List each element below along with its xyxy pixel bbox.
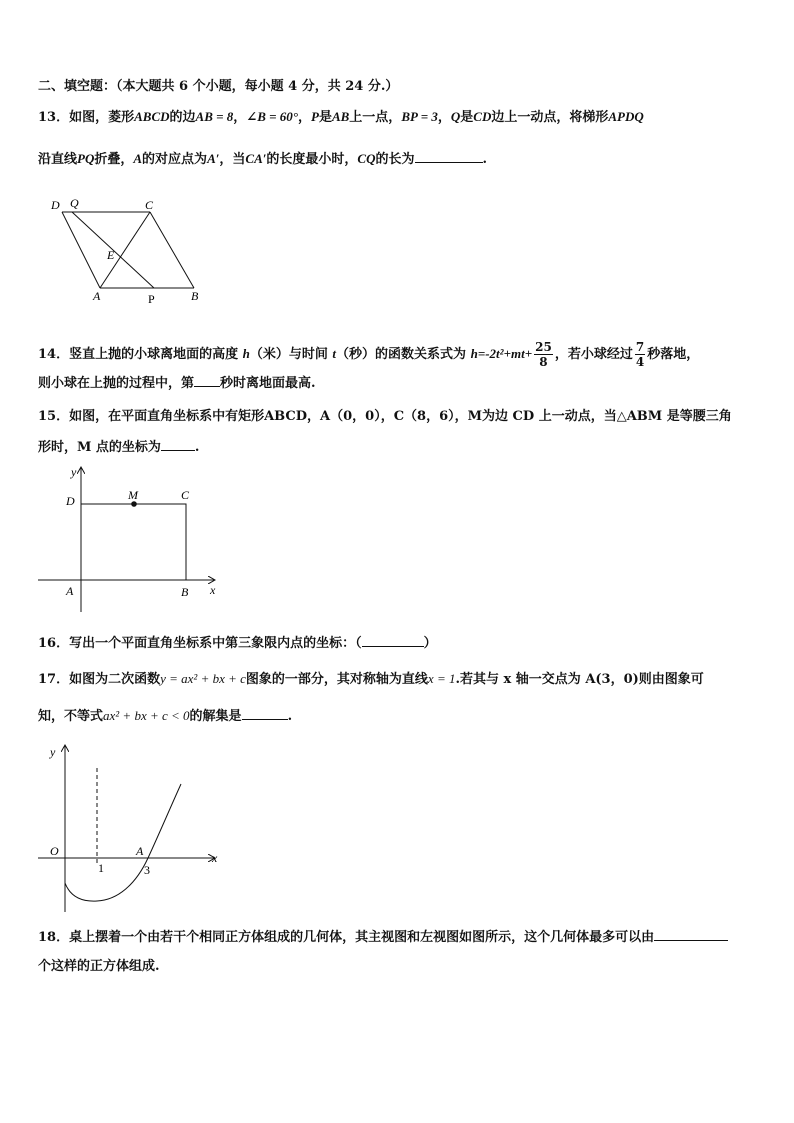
q13-text: . <box>482 152 488 167</box>
q14-text: （米）与时间 <box>249 347 328 362</box>
q13-text: 沿直线 <box>38 152 78 167</box>
q14-text: 秒落地， <box>647 347 700 362</box>
q13-text: ， <box>233 110 247 125</box>
label-a: A <box>66 584 74 598</box>
answer-blank[interactable] <box>362 634 424 647</box>
q17-line2 <box>38 707 292 726</box>
q13-math: A′ <box>207 151 220 166</box>
rectangle-abcd <box>81 504 186 580</box>
q13-math: CD <box>473 109 492 124</box>
q15-line2 <box>38 438 199 457</box>
q15-number: 15． <box>38 409 70 424</box>
frac-num: 7 <box>635 340 645 354</box>
q13-text: 上一点， <box>349 110 402 125</box>
q16-text: 16．写出一个平面直角坐标系中第三象限内点的坐标：（ <box>38 636 362 651</box>
parabola-curve <box>65 784 181 901</box>
q17-text: .若其与 x 轴一交点为 A(3，0)则由图象可 <box>455 672 704 687</box>
label-c: C <box>181 488 190 502</box>
q13-math: BP = 3 <box>401 109 438 124</box>
q14-text: 秒时离地面最高. <box>220 376 316 391</box>
label-b: B <box>181 585 189 599</box>
q13-text: 的长度最小时， <box>266 152 358 167</box>
q13-text: 折叠， <box>94 152 134 167</box>
label-c: C <box>145 198 154 212</box>
q13-math: A <box>133 151 143 166</box>
q18-text: 个这样的正方体组成. <box>38 959 160 974</box>
label-e: E <box>107 248 115 262</box>
q14-line2 <box>38 374 316 393</box>
q13-rhombus-figure <box>40 192 220 310</box>
q14-equation: h=-2t²+mt+ <box>470 346 533 361</box>
label-a: A <box>136 844 144 858</box>
q17-text: 知，不等式 <box>38 709 104 724</box>
q14-number: 14． <box>38 347 70 362</box>
point-m <box>131 501 137 507</box>
q15-line1 <box>38 408 732 426</box>
label-y: y <box>71 465 77 479</box>
q17-parabola-figure <box>36 740 226 912</box>
q13-text: 的对应点为 <box>142 152 208 167</box>
q14-var: t <box>332 346 337 361</box>
answer-blank[interactable] <box>161 438 195 451</box>
segment-ad <box>62 212 100 288</box>
q18-text: 18．桌上摆着一个由若干个相同正方体组成的几何体，其主视图和左视图如图所示，这个几何体最多可以由 <box>38 930 655 945</box>
label-d: D <box>66 494 75 508</box>
q13-text: 如图，菱形 <box>69 110 135 125</box>
frac-num: 25 <box>535 340 552 354</box>
q13-line1 <box>38 108 644 127</box>
q13-text: 是 <box>318 110 332 125</box>
q15-text: . <box>194 440 200 455</box>
answer-blank[interactable] <box>415 150 483 163</box>
answer-blank[interactable] <box>654 928 728 941</box>
q17-line1 <box>38 670 704 689</box>
q15-text: 形时，M 点的坐标为 <box>38 440 161 455</box>
label-3: 3 <box>144 863 150 877</box>
q17-text: 的解集是 <box>189 709 242 724</box>
q17-inequality: ax² + bx + c < 0 <box>103 708 190 723</box>
q13-text: ， <box>437 110 451 125</box>
label-p: P <box>148 292 155 306</box>
q13-math: AB <box>331 109 350 124</box>
section-header: 二、填空题：（本大题共 6 个小题，每小题 4 分，共 24 分.） <box>38 79 399 94</box>
q13-math: Q <box>450 109 461 124</box>
q13-math: APDQ <box>608 109 644 124</box>
q13-text: 的边 <box>169 110 196 125</box>
q13-math: P <box>310 109 319 124</box>
fraction-7-4 <box>635 340 645 369</box>
fraction-25-8 <box>534 340 553 369</box>
q14-text: 则小球在上抛的过程中，第 <box>38 376 195 391</box>
q14-text: ，若小球经过 <box>554 347 633 362</box>
answer-blank[interactable] <box>242 707 288 720</box>
frac-den: 8 <box>539 355 548 369</box>
label-q: Q <box>70 196 79 210</box>
q13-text: ，当 <box>219 152 246 167</box>
label-d: D <box>51 198 60 212</box>
label-x: x <box>212 851 218 865</box>
q17-text: 如图为二次函数 <box>69 672 161 687</box>
q13-math: PQ <box>77 151 95 166</box>
q17-text: 图象的一部分，其对称轴为直线 <box>245 672 428 687</box>
q13-text: 是 <box>460 110 474 125</box>
q13-math: ∠B = 60° <box>246 109 298 124</box>
label-y: y <box>50 745 56 759</box>
q15-rectangle-figure <box>36 462 226 612</box>
q15-text: 如图，在平面直角坐标系中有矩形ABCD，A（0，0），C（8，6），M为边 CD 上一动点，当△ABM 是等腰三角 <box>69 409 732 424</box>
q16-text: ） <box>423 636 437 651</box>
frac-den: 4 <box>635 355 645 369</box>
q18-line1 <box>38 928 728 947</box>
q13-math: ABCD <box>134 109 170 124</box>
q13-text: 边上一动点，将梯形 <box>491 110 609 125</box>
label-x: x <box>210 583 216 597</box>
q13-math: AB = 8 <box>195 109 234 124</box>
q13-text: ， <box>297 110 311 125</box>
label-1: 1 <box>98 861 104 875</box>
q13-line2 <box>38 150 487 169</box>
q17-equation: y = ax² + bx + c <box>160 671 246 686</box>
q13-math: CQ <box>357 151 376 166</box>
answer-blank[interactable] <box>194 374 220 387</box>
q13-math: CA′ <box>245 151 267 166</box>
q13-text: 的长为 <box>375 152 415 167</box>
label-a: A <box>93 289 101 303</box>
q17-number: 17． <box>38 672 70 687</box>
q14-text: 竖直上抛的小球离地面的高度 <box>69 347 239 362</box>
q18-line2 <box>38 958 160 976</box>
q14-line1 <box>38 336 699 372</box>
q13-number: 13． <box>38 110 70 125</box>
q17-axis: x = 1 <box>427 671 456 686</box>
q16-line <box>38 634 437 653</box>
label-b: B <box>191 289 199 303</box>
segment-cb <box>150 212 194 288</box>
q14-text: （秒）的函数关系式为 <box>336 347 467 362</box>
label-m: M <box>128 488 138 502</box>
label-o: O <box>50 844 59 858</box>
q14-var: h <box>242 346 250 361</box>
q17-text: . <box>287 709 293 724</box>
